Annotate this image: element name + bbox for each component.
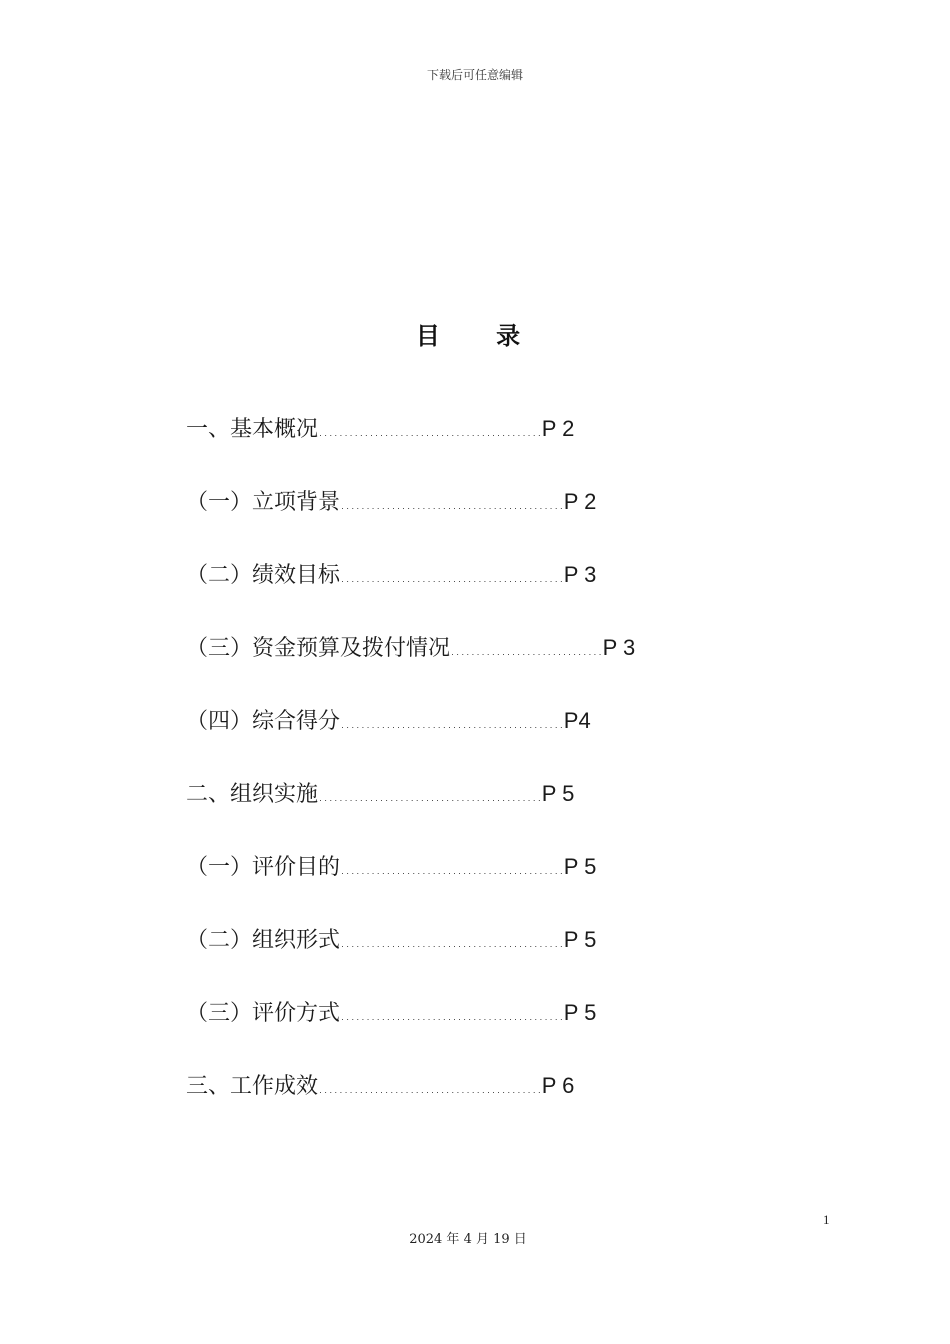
toc-entry-dots: ............................................ [318, 786, 542, 805]
toc-entry-label: （三）评价方式 [186, 1001, 341, 1026]
toc-entry-label: （一）立项背景 [186, 490, 341, 515]
toc-entry-label: 二、组织实施 [186, 782, 319, 807]
toc-entry-page: P 5 [563, 854, 597, 879]
toc-entry-dots: .............................. [450, 640, 603, 659]
toc-entry[interactable] [186, 1071, 574, 1103]
toc-entry-dots: ............................................ [340, 567, 564, 586]
toc-title: 目 录 [415, 322, 545, 350]
page-number: 1 [823, 1212, 830, 1227]
toc-entry-label: 一、基本概况 [186, 417, 319, 442]
toc-entry-page: P 2 [541, 416, 575, 441]
toc-entry-label: （四）综合得分 [186, 709, 341, 734]
toc-entry-dots: ............................................ [340, 494, 564, 513]
toc-entry[interactable] [186, 414, 574, 446]
toc-entry-dots: ............................................ [340, 859, 564, 878]
toc-entry-dots: ............................................ [318, 1078, 542, 1097]
toc-entry[interactable] [186, 998, 596, 1030]
toc-entry-page: P 5 [541, 781, 575, 806]
toc-entry-dots: ............................................ [340, 713, 564, 732]
toc-entry[interactable] [186, 779, 574, 811]
toc-entry[interactable] [186, 852, 596, 884]
toc-entry-page: P 6 [541, 1073, 575, 1098]
toc-entry-dots: ............................................ [318, 421, 542, 440]
header-note: 下载后可任意编辑 [426, 68, 523, 82]
toc-entry-label: （二）组织形式 [186, 928, 341, 953]
toc-entry-page: P 5 [563, 927, 597, 952]
toc-entry-dots: ............................................ [340, 1005, 564, 1024]
footer-date: 2024 年 4 月 19 日 [409, 1232, 527, 1247]
toc-entry-page: P4 [563, 708, 591, 733]
toc-entry-label: （一）评价目的 [186, 855, 341, 880]
toc-entry[interactable] [186, 706, 591, 738]
toc-entry[interactable] [186, 560, 596, 592]
toc-entry-page: P 2 [563, 489, 597, 514]
toc-entry-label: （二）绩效目标 [186, 563, 341, 588]
toc-entry-page: P 5 [563, 1000, 597, 1025]
toc-entry[interactable] [186, 925, 596, 957]
toc-entry[interactable] [186, 487, 596, 519]
toc-entry-label: 三、工作成效 [186, 1074, 319, 1099]
toc-entry-dots: ............................................ [340, 932, 564, 951]
toc-entry-page: P 3 [563, 562, 597, 587]
toc-entry[interactable] [186, 633, 635, 665]
toc-entry-page: P 3 [602, 635, 636, 660]
toc-entry-label: （三）资金预算及拨付情况 [186, 636, 451, 661]
